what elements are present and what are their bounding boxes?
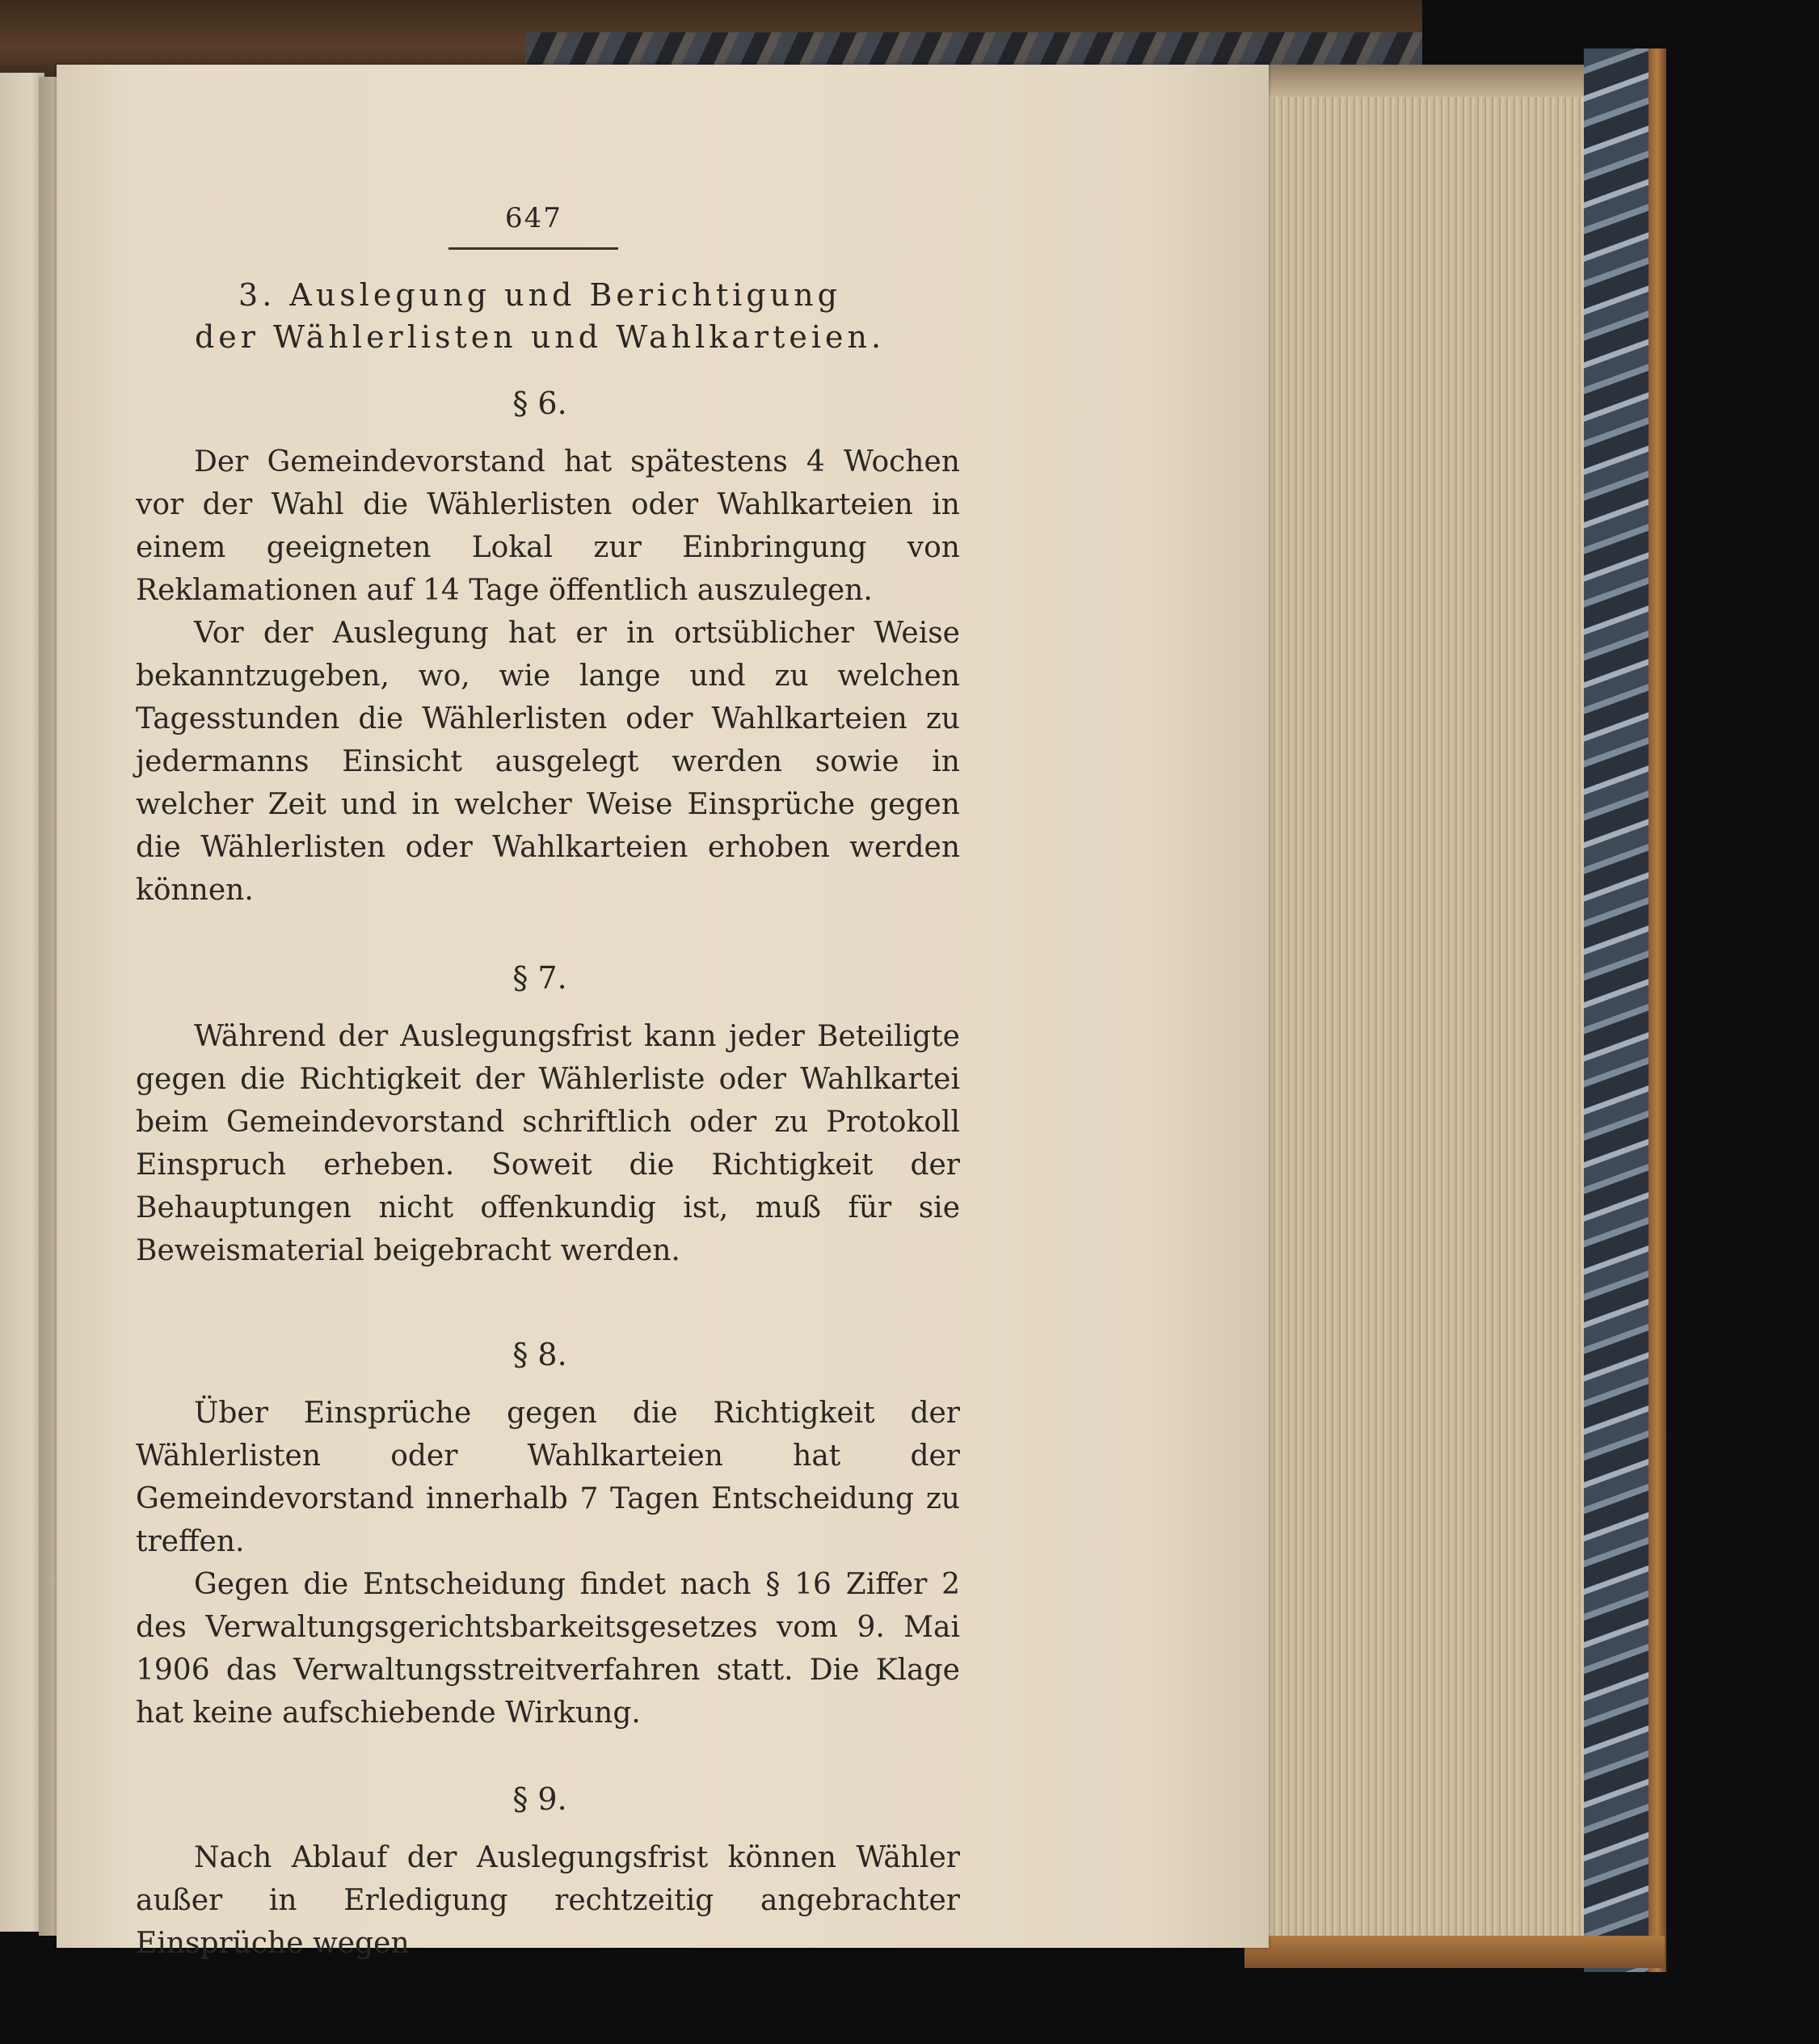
section-title: § 6.	[512, 386, 567, 421]
chapter-heading-line2: der Wählerlisten und Wahlkarteien.	[194, 319, 886, 355]
section-9	[136, 1781, 968, 1965]
chapter-heading-line1: 3. Auslegung und Berichtigung	[238, 277, 841, 313]
section-6	[136, 386, 968, 912]
section-title: § 8.	[512, 1337, 567, 1372]
page-text-block	[136, 202, 968, 1965]
section-title: § 7.	[512, 960, 567, 996]
section-7	[136, 960, 968, 1272]
page-number-rule	[448, 247, 618, 250]
paragraph: Der Gemeindevorstand hat spätestens 4 Wochen vor der Wahl die Wählerlisten oder Wahlkarteien in einem geeigneten Lokal zur Einbringung von Reklamationen auf 14 Tage öffentlich auszulegen.	[136, 445, 960, 607]
paragraph: Während der Auslegungsfrist kann jeder Beteiligte gegen die Richtigkeit der Wählerliste oder Wahlkartei beim Gemeindevorstand schriftlich oder zu Protokoll Einspruch erheben. Soweit die Richtigkeit der Behauptungen nicht offenkundig ist, muß für sie Beweismaterial beigebracht werden.	[136, 1020, 960, 1267]
left-page-sliver	[0, 73, 44, 1932]
section-8	[136, 1337, 968, 1734]
paragraph: Gegen die Entscheidung findet nach § 16 Ziffer 2 des Verwaltungsgerichtsbarkeitsgesetzes vom 9. Mai 1906 das Verwaltungsstreitverfahren statt. Die Klage hat keine aufschiebende Wirkung.	[136, 1568, 960, 1730]
paragraph: Nach Ablauf der Auslegungsfrist können Wähler außer in Erledigung rechtzeitig angebrachter Einsprüche wegen	[136, 1841, 960, 1960]
page-edges-top	[1257, 65, 1596, 97]
leather-cover-bottom	[1244, 1936, 1665, 1968]
leather-cover-edge	[1648, 48, 1666, 1972]
paragraph: Über Einsprüche gegen die Richtigkeit der Wählerlisten oder Wahlkarteien hat der Gemeindevorstand innerhalb 7 Tagen Entscheidung zu treffen.	[136, 1397, 960, 1558]
paragraph: Vor der Auslegung hat er in ortsüblicher Weise bekanntzugeben, wo, wie lange und zu welchen Tagesstunden die Wählerlisten oder Wahlkarteien zu jedermanns Einsicht ausgelegt werden sowie in welcher Zeit und in welcher Weise Einsprüche gegen die Wählerlisten oder Wahlkarteien erhoben werden können.	[136, 617, 960, 907]
section-title: § 9.	[512, 1781, 567, 1817]
page-number: 647	[505, 202, 562, 234]
page-edges-block	[1257, 69, 1596, 1956]
chapter-heading	[136, 274, 944, 358]
